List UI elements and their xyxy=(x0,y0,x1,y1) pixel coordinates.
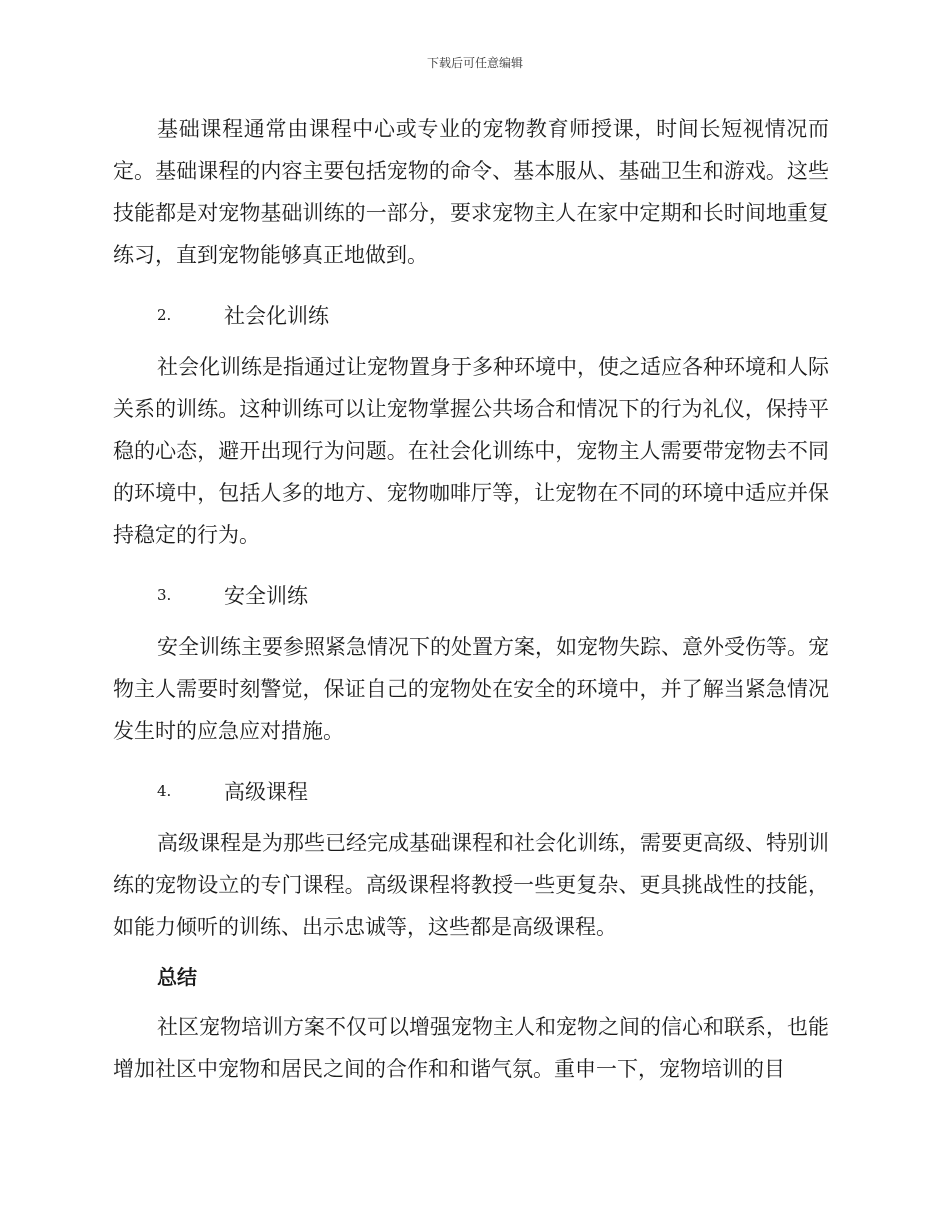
section-title: 安全训练 xyxy=(224,584,308,608)
document-body xyxy=(113,108,829,1090)
section-heading-socialization xyxy=(113,294,829,336)
page-header: 下载后可任意编辑 xyxy=(426,56,523,70)
paragraph-socialization: 社会化训练是指通过让宠物置身于多种环境中，使之适应各种环境和人际关系的训练。这种训练可以让宠物掌握公共场合和情况下的行为礼仪，保持平稳的心态，避开出现行为问题。在社会化训练中，宠物主人需要带宠物去不同的环境中，包括人多的地方、宠物咖啡厅等，让宠物在不同的环境中适应并保持稳定的行为。 xyxy=(113,355,829,547)
section-heading-advanced xyxy=(113,770,829,812)
section-title: 社会化训练 xyxy=(224,304,329,328)
section-number: 2. xyxy=(157,306,172,324)
paragraph-summary: 社区宠物培训方案不仅可以增强宠物主人和宠物之间的信心和联系，也能增加社区中宠物和居民之间的合作和和谐气氛。重申一下，宠物培训的目 xyxy=(113,1015,829,1081)
paragraph-basic-course: 基础课程通常由课程中心或专业的宠物教育师授课，时间长短视情况而定。基础课程的内容主要包括宠物的命令、基本服从、基础卫生和游戏。这些技能都是对宠物基础训练的一部分，要求宠物主人在家中定期和长时间地重复练习，直到宠物能够真正地做到。 xyxy=(113,117,829,267)
section-number: 3. xyxy=(157,586,172,604)
paragraph-safety: 安全训练主要参照紧急情况下的处置方案，如宠物失踪、意外受伤等。宠物主人需要时刻警觉，保证自己的宠物处在安全的环境中，并了解当紧急情况发生时的应急应对措施。 xyxy=(113,635,829,743)
summary-heading: 总结 xyxy=(157,965,197,989)
section-heading-safety xyxy=(113,574,829,616)
section-number: 4. xyxy=(157,782,172,800)
section-title: 高级课程 xyxy=(224,780,308,804)
paragraph-advanced: 高级课程是为那些已经完成基础课程和社会化训练，需要更高级、特别训练的宠物设立的专门课程。高级课程将教授一些更复杂、更具挑战性的技能，如能力倾听的训练、出示忠诚等，这些都是高级课程。 xyxy=(113,831,829,939)
